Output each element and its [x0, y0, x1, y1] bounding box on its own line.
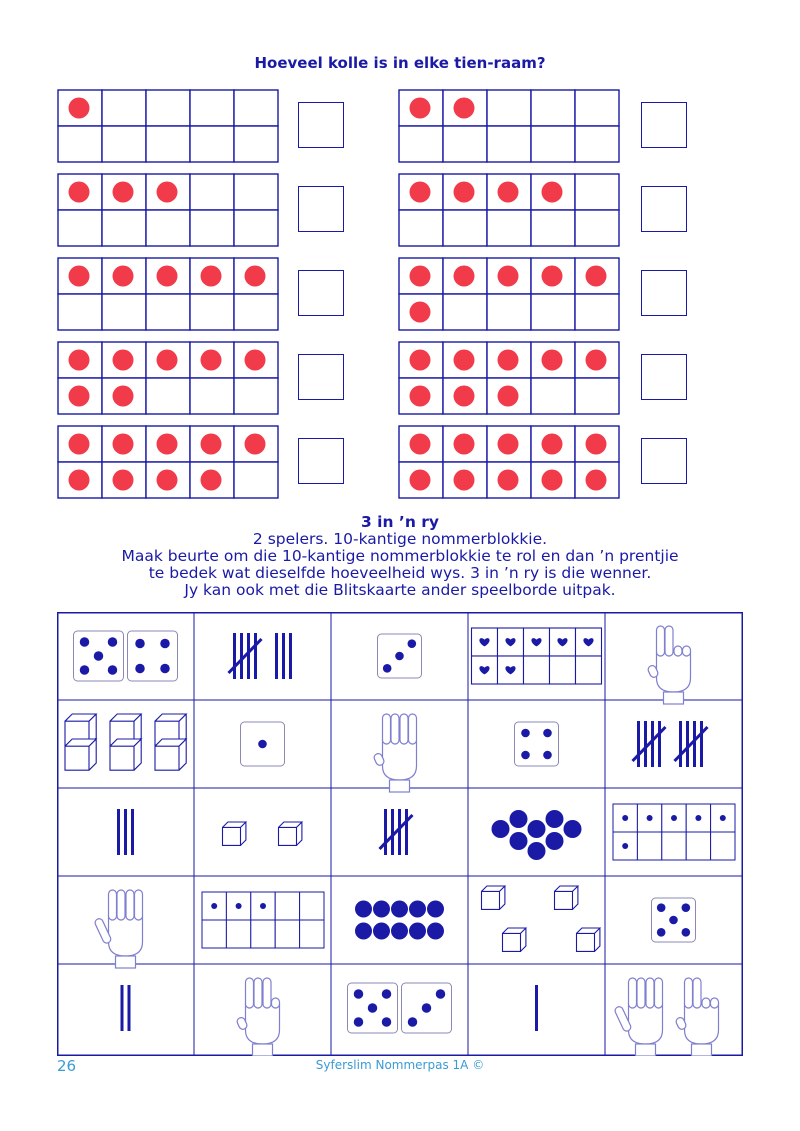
die-pip [354, 989, 364, 999]
counter-dot [454, 434, 475, 455]
ten-frame-cell [531, 126, 575, 162]
counter-dot [454, 98, 475, 119]
answer-box[interactable] [298, 354, 344, 400]
counter-dot [542, 470, 563, 491]
cube-block [223, 822, 246, 845]
hand-finger [629, 978, 637, 1008]
ten-frame-cell [487, 90, 531, 126]
die-face [515, 722, 559, 766]
counter-dot [410, 98, 431, 119]
hand-finger [685, 978, 693, 1008]
ten-frame-cell [234, 378, 278, 414]
ten-frame-cell [443, 210, 487, 246]
hand-wrist [390, 780, 410, 792]
counter-dot [510, 832, 528, 850]
board-cell-hearts [472, 628, 602, 684]
hand-finger [400, 714, 408, 744]
counter-dot [69, 266, 90, 287]
ten-frame-cell [102, 294, 146, 330]
die-pip [382, 1017, 392, 1027]
board-cell-tally [119, 809, 133, 855]
hand-finger [126, 890, 134, 920]
mini-frame-cell [275, 892, 299, 920]
die-pip [543, 729, 552, 738]
cube-block [482, 886, 505, 909]
counter-dot [201, 434, 222, 455]
cube-block [577, 928, 600, 951]
counter-dot [113, 434, 134, 455]
game-board [57, 612, 743, 1056]
counter-dot [498, 434, 519, 455]
counter-dot [546, 832, 564, 850]
answer-box[interactable] [641, 102, 687, 148]
counter-dot [69, 470, 90, 491]
board-cell-dots [355, 901, 444, 940]
ten-frame-cell [487, 126, 531, 162]
counter-dot [373, 923, 390, 940]
cube-block [65, 739, 96, 770]
hand-finger [117, 890, 125, 920]
hand-finger [135, 890, 143, 920]
die-pip [94, 651, 104, 661]
counter-dot [454, 350, 475, 371]
ten-frame-cell [190, 90, 234, 126]
counter-dot [410, 182, 431, 203]
die-pip [160, 664, 170, 674]
die-pip [108, 637, 118, 647]
answer-box[interactable] [641, 438, 687, 484]
counter-dot [69, 350, 90, 371]
hand-finger [109, 890, 117, 920]
die-pip [382, 989, 392, 999]
answer-box[interactable] [298, 438, 344, 484]
hand-finger [655, 978, 663, 1008]
footer-credit: Syferslim Nommerpas 1A © [315, 1058, 485, 1072]
ten-frame [398, 425, 620, 499]
game-line: te bedek wat dieselfde hoeveelheid wys. 3 in ’n ry is die wenner. [148, 564, 652, 582]
die-pip [80, 665, 90, 675]
counter-dot [113, 350, 134, 371]
ten-frame-cell [190, 378, 234, 414]
die-pip [80, 637, 90, 647]
die-pip [408, 1017, 418, 1027]
counter-dot [454, 266, 475, 287]
hand-palm [246, 1004, 280, 1044]
counter-dot [69, 182, 90, 203]
counter-dot [542, 350, 563, 371]
mini-frame-dot [260, 903, 266, 909]
counter-dot [427, 901, 444, 918]
board-cell-die [378, 634, 422, 678]
counter-dot [542, 266, 563, 287]
ten-frame-cell [234, 90, 278, 126]
mini-frame-dot [622, 843, 628, 849]
ten-frame-cell [102, 126, 146, 162]
mini-frame-cell [202, 920, 226, 948]
page-title: Hoeveel kolle is in elke tien-raam? [254, 54, 546, 72]
answer-box[interactable] [298, 270, 344, 316]
cube-block [503, 928, 526, 951]
board-cell-fingers [614, 978, 719, 1056]
counter-dot [492, 820, 510, 838]
hand-palm [685, 1004, 719, 1044]
ten-frame [57, 257, 279, 331]
counter-dot [454, 182, 475, 203]
game-instructions [0, 514, 800, 599]
counter-dot [454, 386, 475, 407]
board-cell-fingers [94, 890, 143, 968]
counter-dot [410, 350, 431, 371]
ten-frame-cell [58, 210, 102, 246]
counter-dot [410, 470, 431, 491]
counter-dot [410, 266, 431, 287]
ten-frame [57, 173, 279, 247]
mini-frame-dot [720, 815, 726, 821]
mini-frame-cell [550, 656, 576, 684]
game-line: Maak beurte om die 10-kantige nommerblokkie te rol en dan ’n prentjie [121, 547, 679, 565]
counter-dot [391, 923, 408, 940]
hand-palm [629, 1004, 663, 1044]
board-cell-fingers [647, 626, 691, 704]
die-pip [135, 664, 145, 674]
game-heading: 3 in ’n ry [361, 513, 439, 531]
counter-dot [546, 810, 564, 828]
ten-frame-cell [234, 462, 278, 498]
mini-frame-cell [251, 920, 275, 948]
cube-block [555, 886, 578, 909]
ten-frame-cell [190, 294, 234, 330]
ten-frame-cell [234, 210, 278, 246]
ten-frame-cell [399, 126, 443, 162]
ten-frame-cell [190, 210, 234, 246]
die-pip [521, 729, 530, 738]
hand-palm [383, 740, 417, 780]
hand-wrist [253, 1044, 273, 1056]
ten-frame-cell [575, 126, 619, 162]
ten-frame-cell [234, 294, 278, 330]
board-cell-tally [633, 721, 708, 767]
hand-finger [246, 978, 254, 1008]
counter-dot [410, 434, 431, 455]
die-pip [657, 928, 666, 937]
ten-frame-cell [575, 174, 619, 210]
mini-frame-cell [662, 832, 686, 860]
counter-dot [69, 386, 90, 407]
answer-box[interactable] [641, 354, 687, 400]
hand-finger [693, 978, 701, 1008]
board-cell-dominoes [348, 983, 452, 1033]
answer-box[interactable] [298, 186, 344, 232]
counter-dot [409, 901, 426, 918]
counter-dot [373, 901, 390, 918]
counter-dot [201, 266, 222, 287]
mini-frame-cell [576, 656, 602, 684]
die-pip [383, 664, 392, 673]
die-pip [682, 903, 691, 912]
ten-frame-cell [487, 294, 531, 330]
hand-finger [263, 978, 271, 1008]
mini-frame-cell [226, 920, 250, 948]
counter-dot [427, 923, 444, 940]
counter-dot [69, 98, 90, 119]
board-cell-frame [202, 892, 324, 948]
board-cell-dots [492, 810, 582, 860]
ten-frame-cell [146, 126, 190, 162]
hand-finger [702, 998, 710, 1008]
die-pip [422, 1003, 432, 1013]
counter-dot [157, 182, 178, 203]
mini-frame-cell [300, 892, 324, 920]
hand-finger [674, 646, 682, 656]
ten-frame-cell [575, 378, 619, 414]
ten-frame-cell [443, 294, 487, 330]
page-number: 26 [57, 1057, 77, 1075]
ten-frame [57, 425, 279, 499]
ten-frame-cell [102, 90, 146, 126]
mini-frame-cell [637, 832, 661, 860]
hand-finger [254, 978, 262, 1008]
hand-wrist [116, 956, 136, 968]
counter-dot [586, 266, 607, 287]
hand-finger [646, 978, 654, 1008]
counter-dot [201, 470, 222, 491]
counter-dot [542, 434, 563, 455]
hand-finger [383, 714, 391, 744]
counter-dot [245, 350, 266, 371]
ten-frame-cell [575, 90, 619, 126]
die-pip [258, 740, 267, 749]
hand-palm [657, 652, 691, 692]
counter-dot [564, 820, 582, 838]
ten-frame [398, 89, 620, 163]
ten-frame-cell [146, 210, 190, 246]
board-cell-tally [122, 985, 129, 1031]
counter-dot [586, 350, 607, 371]
hand-wrist [692, 1044, 712, 1056]
die-pip [160, 639, 170, 649]
cube-block [110, 739, 141, 770]
hand-finger [272, 998, 280, 1008]
mini-frame-cell [711, 832, 735, 860]
board-cell-die [652, 898, 696, 942]
board-cell-cubes [482, 886, 600, 951]
counter-dot [454, 470, 475, 491]
counter-dot [391, 901, 408, 918]
ten-frame-cell [146, 294, 190, 330]
ten-frame-cell [234, 174, 278, 210]
hand-palm [109, 916, 143, 956]
board-cell-die [515, 722, 559, 766]
counter-dot [409, 923, 426, 940]
die-pip [669, 916, 678, 925]
mini-frame-cell [524, 656, 550, 684]
ten-frame [398, 173, 620, 247]
board-cell-fingers [236, 978, 280, 1056]
ten-frame [398, 257, 620, 331]
answer-box[interactable] [641, 186, 687, 232]
ten-frame-cell [234, 126, 278, 162]
die-pip [108, 665, 118, 675]
counter-dot [201, 350, 222, 371]
die-pip [395, 652, 404, 661]
die-pip [436, 989, 446, 999]
counter-dot [113, 470, 134, 491]
hand-finger [391, 714, 399, 744]
hand-finger [665, 626, 673, 656]
counter-dot [498, 182, 519, 203]
ten-frame-cell [190, 174, 234, 210]
game-line: 2 spelers. 10-kantige nommerblokkie. [252, 530, 548, 548]
counter-dot [355, 923, 372, 940]
ten-frame-cell [575, 210, 619, 246]
board-cell-die [241, 722, 285, 766]
board-cell-cubes [223, 822, 302, 845]
die-pip [521, 751, 530, 760]
ten-frame-cell [58, 294, 102, 330]
ten-frame-cell [58, 126, 102, 162]
ten-frame-cell [531, 210, 575, 246]
ten-frame-cell [190, 126, 234, 162]
ten-frame-cell [531, 378, 575, 414]
ten-frame [57, 89, 279, 163]
mini-frame-dot [647, 815, 653, 821]
ten-frame-cell [575, 294, 619, 330]
die-pip [135, 639, 145, 649]
counter-dot [498, 350, 519, 371]
counter-dot [245, 434, 266, 455]
ten-frame [57, 341, 279, 415]
ten-frame-cell [443, 126, 487, 162]
counter-dot [157, 266, 178, 287]
counter-dot [410, 386, 431, 407]
mini-frame-cell [686, 832, 710, 860]
answer-box[interactable] [641, 270, 687, 316]
board-cell-fingers [373, 714, 417, 792]
counter-dot [113, 182, 134, 203]
board-cell-tally [229, 633, 291, 679]
hand-finger [683, 646, 691, 656]
board-cell-dominoes [74, 631, 178, 681]
ten-frame-cell [531, 294, 575, 330]
ten-frame-cell [531, 90, 575, 126]
mini-frame-dot [211, 903, 217, 909]
ten-frame-cell [146, 378, 190, 414]
counter-dot [245, 266, 266, 287]
counter-dot [113, 386, 134, 407]
ten-frame [398, 341, 620, 415]
counter-dot [410, 302, 431, 323]
die-pip [354, 1017, 364, 1027]
die-pip [682, 928, 691, 937]
ten-frame-cell [487, 210, 531, 246]
counter-dot [355, 901, 372, 918]
mini-frame-dot [236, 903, 242, 909]
die-face [128, 631, 178, 681]
mini-frame-dot [695, 815, 701, 821]
mini-frame-cell [275, 920, 299, 948]
hand-finger [657, 626, 665, 656]
die-pip [657, 903, 666, 912]
cube-block [155, 739, 186, 770]
ten-frame-cell [399, 210, 443, 246]
counter-dot [498, 266, 519, 287]
counter-dot [157, 350, 178, 371]
counter-dot [498, 386, 519, 407]
counter-dot [510, 810, 528, 828]
counter-dot [542, 182, 563, 203]
board-cell-frame [613, 804, 735, 860]
hand-finger [711, 998, 719, 1008]
counter-dot [157, 434, 178, 455]
hand-wrist [664, 692, 684, 704]
counter-dot [586, 470, 607, 491]
counter-dot [586, 434, 607, 455]
mini-frame-cell [300, 920, 324, 948]
mini-frame-dot [671, 815, 677, 821]
die-pip [543, 751, 552, 760]
counter-dot [528, 842, 546, 860]
counter-dot [157, 470, 178, 491]
hand-finger [409, 714, 417, 744]
die-pip [408, 639, 417, 648]
board-cell-tally [380, 809, 413, 855]
hand-finger [637, 978, 645, 1008]
cube-block [279, 822, 302, 845]
counter-dot [113, 266, 134, 287]
counter-dot [528, 820, 546, 838]
mini-frame-dot [622, 815, 628, 821]
ten-frame-cell [146, 90, 190, 126]
die-pip [368, 1003, 378, 1013]
ten-frame-cell [102, 210, 146, 246]
counter-dot [69, 434, 90, 455]
counter-dot [498, 470, 519, 491]
game-line: Jy kan ook met die Blitskaarte ander speelborde uitpak. [184, 581, 616, 599]
answer-box[interactable] [298, 102, 344, 148]
hand-wrist [636, 1044, 656, 1056]
board-cell-cubes [65, 714, 186, 770]
